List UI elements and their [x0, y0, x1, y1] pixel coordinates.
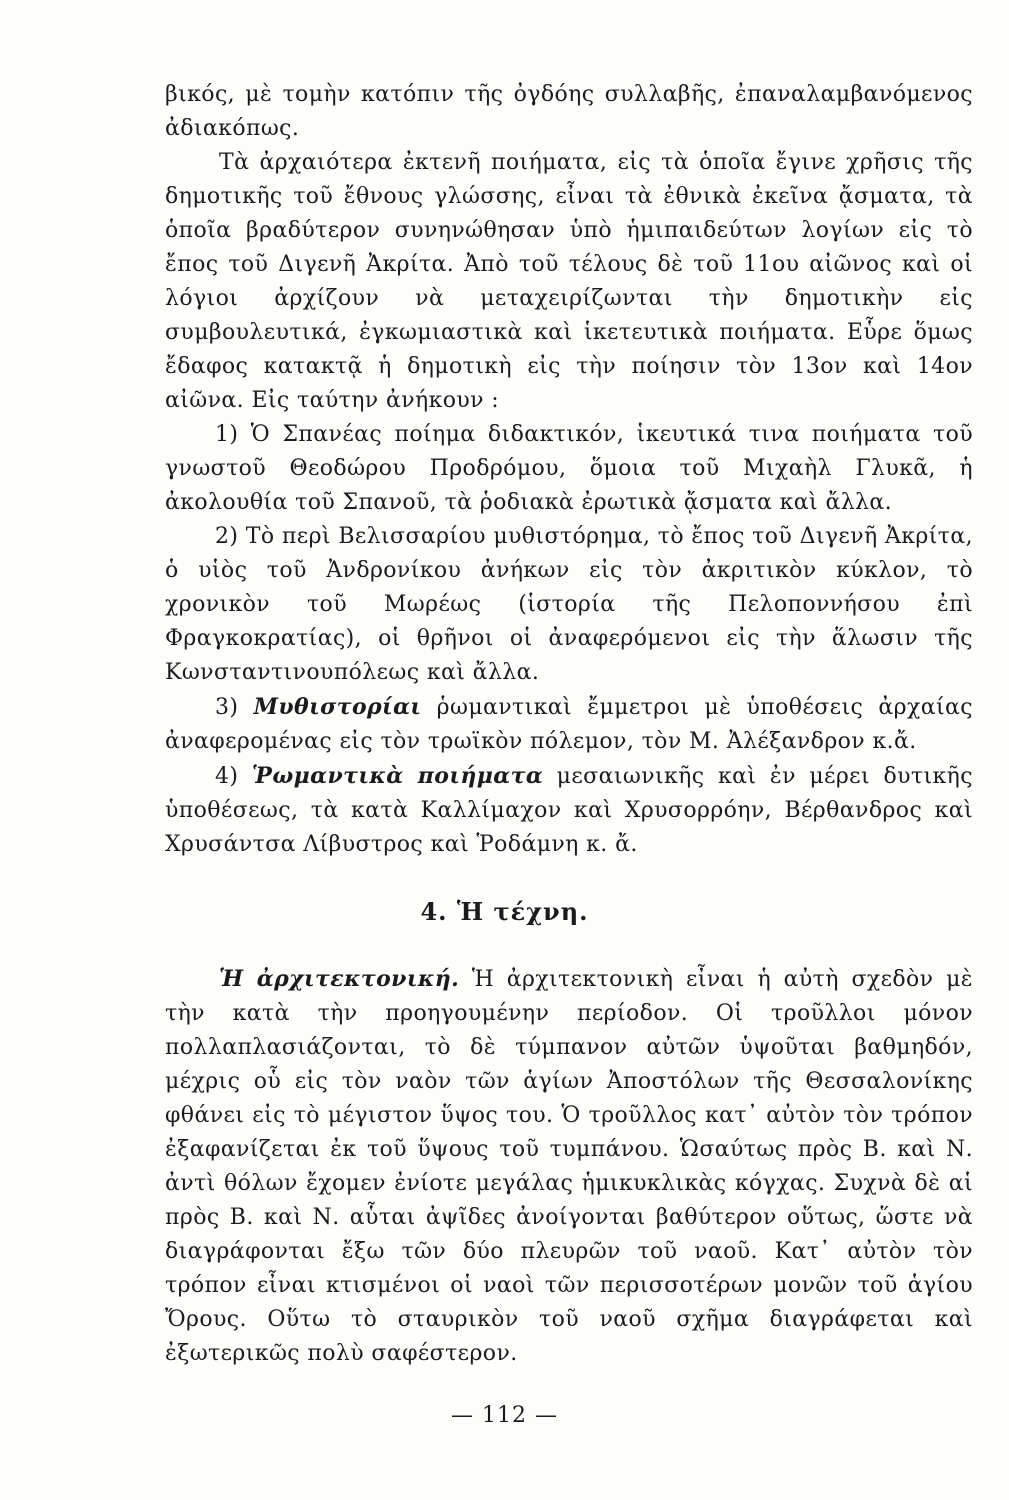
- paragraph-term: Ἡ ἀρχιτεκτονική.: [219, 966, 460, 992]
- list-term: Μυθιστορίαι: [253, 694, 422, 720]
- list-term: Ῥωμαντικὰ ποιήματα: [251, 763, 544, 789]
- list-text: μεσαιωνικῆς καὶ ἐν μέρει δυτικῆς ὑποθέσεως, τὰ κατὰ Καλλίμαχον καὶ Χρυσορρόην, Βέρθανδρος καὶ Χρυσάντσα Λίβυστρος καὶ Ῥοδάμνη κ. ἄ.: [165, 764, 973, 857]
- list-marker: 2): [215, 524, 239, 549]
- list-marker: 3): [215, 695, 239, 720]
- paragraph-dimotiki-poetry: Τὰ ἀρχαιότερα ἐκτενῆ ποιήματα, εἰς τὰ ὁποῖα ἔγινε χρῆσις τῆς δημοτικῆς τοῦ ἔθνους γλώσσης, εἶναι τὰ ἐθνικὰ ἐκεῖνα ᾄσματα, τὰ ὁποῖα βραδύτερον συνηνώθησαν ὑπὸ ἡμιπαιδεύτων λογίων εἰς τὸ ἔπος τοῦ Διγενῆ Ἀκρίτα. Ἀπὸ τοῦ τέλους δὲ τοῦ 11ου αἰῶνος καὶ οἱ λόγιοι ἀρχίζουν νὰ μεταχειρίζωνται τὴν δημοτικὴν εἰς συμβουλευτικά, ἐγκωμιαστικὰ καὶ ἱκετευτικὰ ποιήματα. Εὗρε ὅμως ἔδαφος κατακτᾷ ἡ δημοτικὴ εἰς τὴν ποίησιν τὸν 13ον καὶ 14ον αἰῶνα. Εἰς ταύτην ἀνήκουν :: [165, 150, 973, 413]
- list-item-3: [165, 690, 973, 759]
- page-number: — 112 —: [451, 1403, 558, 1428]
- paragraph-architecture: [165, 962, 973, 1371]
- lower-text-block: [165, 962, 973, 1371]
- list-item-1: [165, 418, 973, 520]
- list-item-4: [165, 759, 973, 862]
- paragraph-continuation: βικός, μὲ τομὴν κατόπιν τῆς ὀγδόης συλλαβῆς, ἐπαναλαμβανόμενος ἀδιακόπως.: [165, 82, 973, 141]
- paragraph-text: Ἡ ἀρχιτεκτονικὴ εἶναι ἡ αὐτὴ σχεδὸν μὲ τὴν κατὰ τὴν προηγουμένην περίοδον. Οἱ τροῦλλοι μόνον πολλαπλασιάζονται, τὸ δὲ τύμπανον αὐτῶν ὑψοῦται βαθμηδόν, μέχρις οὗ εἰς τὸν ναὸν τῶν ἁγίων Ἀποστόλων τῆς Θεσσαλονίκης φθάνει εἰς τὸ μέγιστον ὕψος του. Ὁ τροῦλλος κατ᾽ αὐτὸν τὸν τρόπον ἐξαφανίζεται ἐκ τοῦ ὕψους τοῦ τυμπάνου. Ὡσαύτως πρὸς Β. καὶ Ν. ἀντὶ θόλων ἔχομεν ἐνίοτε μεγάλας ἡμικυκλικὰς κόγχας. Συχνὰ δὲ αἱ πρὸς Β. καὶ Ν. αὗται ἀψῖδες ἀνοίγονται βαθύτερον οὕτως, ὥστε νὰ διαγράφονται ἔξω τῶν δύο πλευρῶν τοῦ ναοῦ. Κατ᾽ αὐτὸν τὸν τρόπον εἶναι κτισμένοι οἱ ναοὶ τῶν περισσοτέρων μονῶν τοῦ ἁγίου Ὄρους. Οὕτω τὸ σταυρικὸν τοῦ ναοῦ σχῆμα διαγράφεται καὶ ἐξωτερικῶς πολὺ σαφέστερον.: [165, 967, 973, 1366]
- section-heading: 4. Ἡ τέχνη.: [420, 897, 589, 926]
- list-item-2: [165, 520, 973, 690]
- list-marker: 1): [215, 422, 239, 447]
- list-marker: 4): [215, 764, 239, 789]
- upper-text-block: [165, 78, 973, 862]
- list-text: Ὁ Σπανέας ποίημα διδακτικόν, ἱκευτικά τινα ποιήματα τοῦ γνωστοῦ Θεοδώρου Προδρόμου, ὅμοια τοῦ Μιχαὴλ Γλυκᾶ, ἡ ἀκολουθία τοῦ Σπανοῦ, τὰ ῥοδιακὰ ἐρωτικὰ ᾄσματα καὶ ἄλλα.: [165, 422, 973, 515]
- list-text: Τὸ περὶ Βελισσαρίου μυθιστόρημα, τὸ ἔπος τοῦ Διγενῆ Ἀκρίτα, ὁ υἱὸς τοῦ Ἀνδρονίκου ἀνήκων εἰς τὸν ἀκριτικὸν κύκλον, τὸ χρονικὸν τοῦ Μωρέως (ἱστορία τῆς Πελοποννήσου ἐπὶ Φραγκοκρατίας), οἱ θρῆνοι οἱ ἀναφερόμενοι εἰς τὴν ἅλωσιν τῆς Κωνσταντινουπόλεως καὶ ἄλλα.: [165, 524, 973, 685]
- list-text: ῥωμαντικαὶ ἔμμετροι μὲ ὑποθέσεις ἀρχαίας ἀναφερομένας εἰς τὸν τρωϊκὸν πόλεμον, τὸν Μ. Ἀλέξανδρον κ.ἄ.: [165, 695, 973, 754]
